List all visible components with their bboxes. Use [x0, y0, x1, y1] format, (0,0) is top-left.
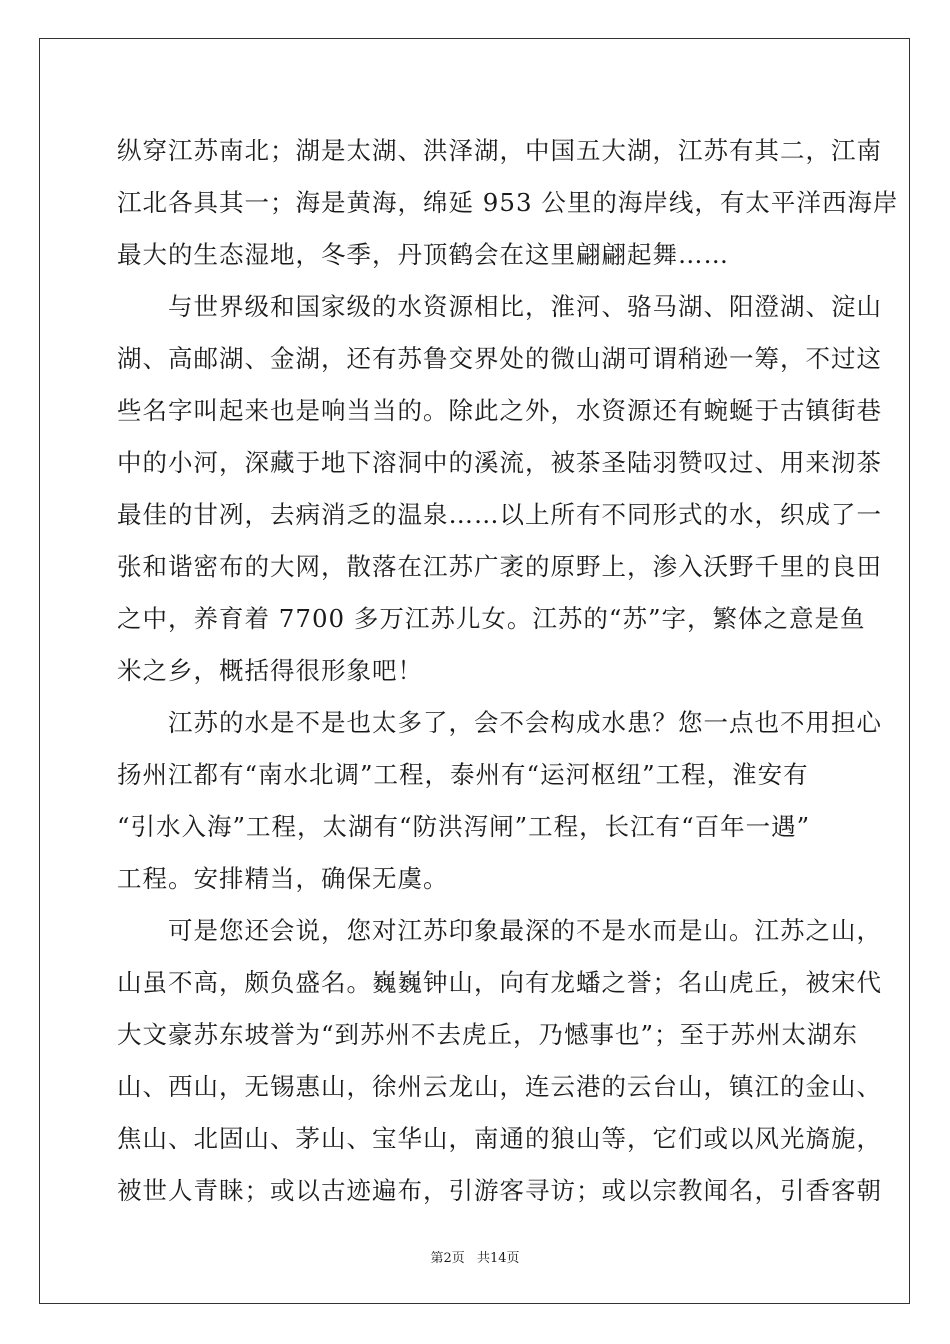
text-line: 江苏的水是不是也太多了，会不会构成水患？您一点也不用担心: [117, 708, 882, 737]
text-line: 工程。安排精当，确保无虞。: [117, 864, 449, 893]
page-footer: [0, 1247, 950, 1266]
page-total: 共14页: [476, 1251, 520, 1266]
text-line: “引水入海”工程，太湖有“防洪泻闸”工程，长江有“百年一遇”: [117, 812, 811, 841]
text-line: 扬州江都有“南水北调”工程，泰州有“运河枢纽”工程，淮安有: [117, 760, 809, 789]
text-line: 纵穿江苏南北；湖是太湖、洪泽湖，中国五大湖，江苏有其二，江南: [117, 136, 882, 165]
text-line: 可是您还会说，您对江苏印象最深的不是水而是山。江苏之山，: [117, 916, 882, 945]
text-line: 最佳的甘冽，去病消乏的温泉……以上所有不同形式的水，织成了一: [117, 500, 882, 529]
text-line: 张和谐密布的大网，散落在江苏广袤的原野上，渗入沃野千里的良田: [117, 552, 882, 581]
text-line: 最大的生态湿地，冬季，丹顶鹤会在这里翩翩起舞……: [117, 240, 729, 269]
text-line: 与世界级和国家级的水资源相比，淮河、骆马湖、阳澄湖、淀山: [117, 292, 882, 321]
text-line: 些名字叫起来也是响当当的。除此之外，水资源还有蜿蜒于古镇街巷: [117, 396, 882, 425]
text-line: 中的小河，深藏于地下溶洞中的溪流，被茶圣陆羽赞叹过、用来沏茶: [117, 448, 882, 477]
text-line: 被世人青睐；或以古迹遍布，引游客寻访；或以宗教闻名，引香客朝: [117, 1176, 882, 1205]
text-line: 湖、高邮湖、金湖，还有苏鲁交界处的微山湖可谓稍逊一筹，不过这: [117, 344, 882, 373]
text-line: 山、西山，无锡惠山，徐州云龙山，连云港的云台山，镇江的金山、: [117, 1072, 882, 1101]
text-line: 米之乡，概括得很形象吧！: [117, 656, 423, 685]
text-line: 之中，养育着 7700 多万江苏儿女。江苏的“苏”字，繁体之意是鱼: [117, 604, 866, 633]
page-number: 第2页: [430, 1251, 465, 1266]
text-line: 焦山、北固山、茅山、宝华山，南通的狼山等，它们或以风光旖旎，: [117, 1124, 882, 1153]
text-line: 大文豪苏东坡誉为“到苏州不去虎丘，乃憾事也”；至于苏州太湖东: [117, 1020, 859, 1049]
text-line: 江北各具其一；海是黄海，绵延 953 公里的海岸线，有太平洋西海岸: [117, 188, 899, 217]
text-line: 山虽不高，颇负盛名。巍巍钟山，向有龙蟠之誉；名山虎丘，被宋代: [117, 968, 882, 997]
body-text: [117, 128, 899, 1220]
